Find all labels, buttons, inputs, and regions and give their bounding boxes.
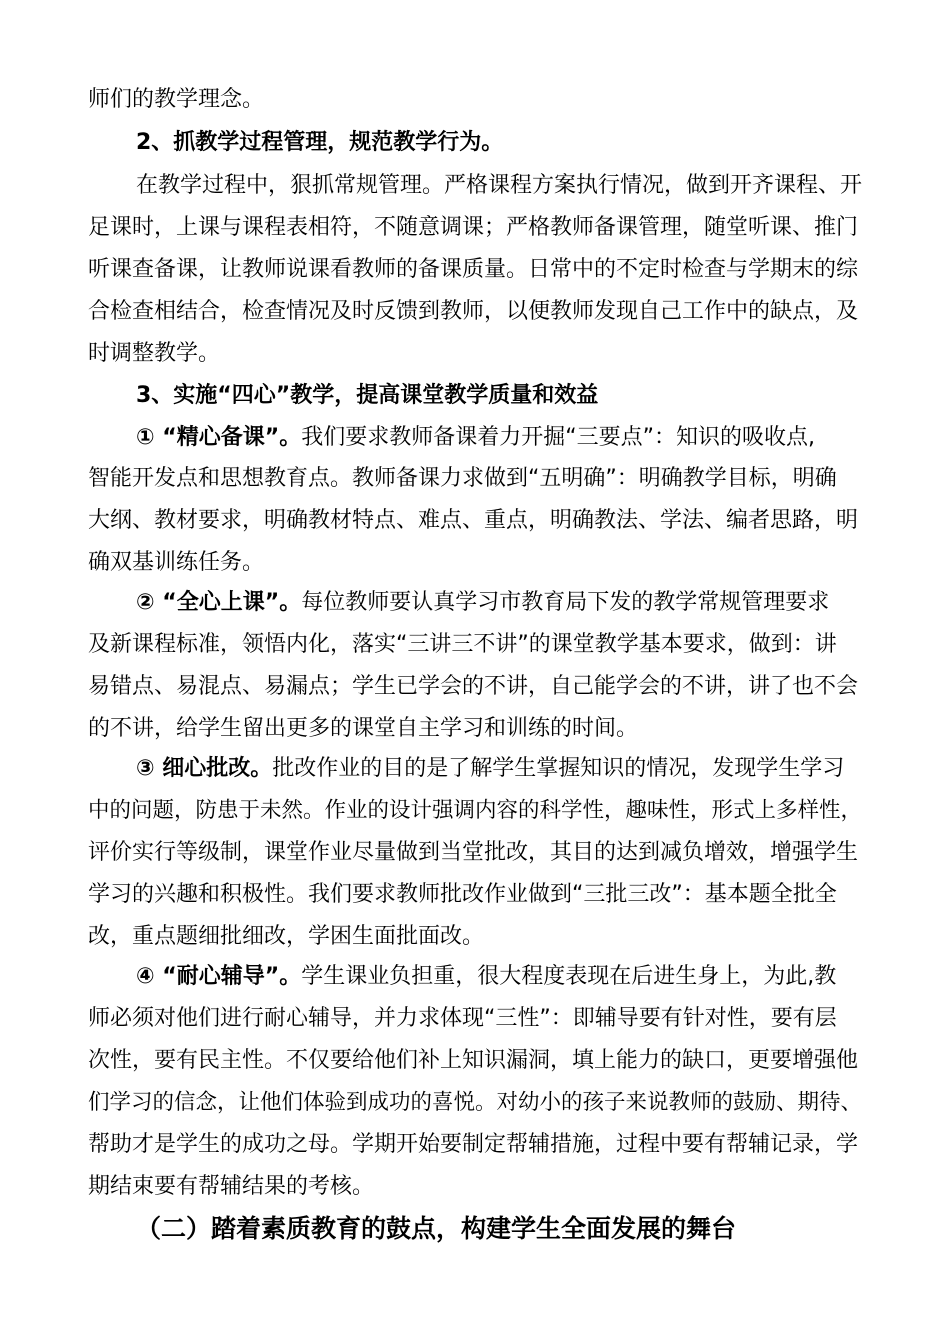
section-heading: （二）踏着素质教育的鼓点，构建学生全面发展的舞台 — [136, 1214, 737, 1243]
item-text: 每位教师要认真学习市教育局下发的教学常规管理要求 — [301, 590, 830, 615]
text-line: 期结束要有帮辅结果的考核。 — [88, 1174, 375, 1199]
item-lead: ③ 细心批改。 — [136, 756, 273, 781]
paragraph-first-line — [136, 754, 844, 784]
text-line: 师必须对他们进行耐心辅导，并力求体现“三性”：即辅导要有针对性，要有层 — [88, 1006, 837, 1031]
text-line: 在教学过程中，狠抓常规管理。严格课程方案执行情况，做到开齐课程、开 — [136, 173, 863, 198]
text-line: 改，重点题细批细改，学困生面批面改。 — [88, 924, 485, 949]
item-text: 学生课业负担重，很大程度表现在后进生身上，为此,教 — [301, 964, 837, 989]
text-line: 智能开发点和思想教育点。教师备课力求做到“五明确”：明确教学目标，明确 — [88, 466, 837, 491]
text-line: 们学习的信念，让他们体验到成功的喜悦。对幼小的孩子来说教师的鼓励、期待、 — [88, 1090, 863, 1115]
text-line: 次性，要有民主性。不仅要给他们补上知识漏洞，填上能力的缺口，更要增强他 — [88, 1048, 859, 1073]
text-line: 大纲、教材要求，明确教材特点、难点、重点，明确教法、学法、编者思路，明 — [88, 508, 859, 533]
paragraph-first-line — [136, 962, 836, 992]
section-subheading: 3、实施“四心”教学，提高课堂教学质量和效益 — [136, 383, 599, 408]
text-line: 的不讲，给学生留出更多的课堂自主学习和训练的时间。 — [88, 716, 639, 741]
paragraph-first-line — [136, 423, 815, 453]
text-line: 合检查相结合，检查情况及时反馈到教师，以便教师发现自己工作中的缺点，及 — [88, 299, 859, 324]
text-line: 时调整教学。 — [88, 341, 221, 366]
item-text: 我们要求教师备课着力开掘“三要点”：知识的吸收点, — [301, 425, 816, 450]
text-line: 帮助才是学生的成功之母。学期开始要制定帮辅措施，过程中要有帮辅记录，学 — [88, 1132, 859, 1157]
text-line: 学习的兴趣和积极性。我们要求教师批改作业做到“三批三改”：基本题全批全 — [88, 882, 837, 907]
text-line: 易错点、易混点、易漏点；学生已学会的不讲，自己能学会的不讲，讲了也不会 — [88, 674, 859, 699]
item-lead: ① “精心备课”。 — [136, 425, 302, 450]
item-lead: ④ “耐心辅导”。 — [136, 964, 302, 989]
text-line: 师们的教学理念。 — [88, 87, 265, 112]
text-line: 听课查备课，让教师说课看教师的备课质量。日常中的不定时检查与学期末的综 — [88, 257, 859, 282]
section-subheading: 2、抓教学过程管理，规范教学行为。 — [136, 130, 504, 155]
item-text: 批改作业的目的是了解学生掌握知识的情况，发现学生学习 — [272, 756, 845, 781]
text-line: 中的问题，防患于未然。作业的设计强调内容的科学性，趣味性，形式上多样性， — [88, 798, 863, 823]
text-line: 评价实行等级制，课堂作业尽量做到当堂批改，其目的达到减负增效，增强学生 — [88, 840, 859, 865]
text-line: 及新课程标准，领悟内化，落实“三讲三不讲”的课堂教学基本要求，做到：讲 — [88, 632, 837, 657]
item-lead: ② “全心上课”。 — [136, 590, 302, 615]
text-line: 足课时，上课与课程表相符，不随意调课；严格教师备课管理，随堂听课、推门 — [88, 215, 859, 240]
paragraph-first-line — [136, 588, 829, 618]
text-line: 确双基训练任务。 — [88, 550, 265, 575]
